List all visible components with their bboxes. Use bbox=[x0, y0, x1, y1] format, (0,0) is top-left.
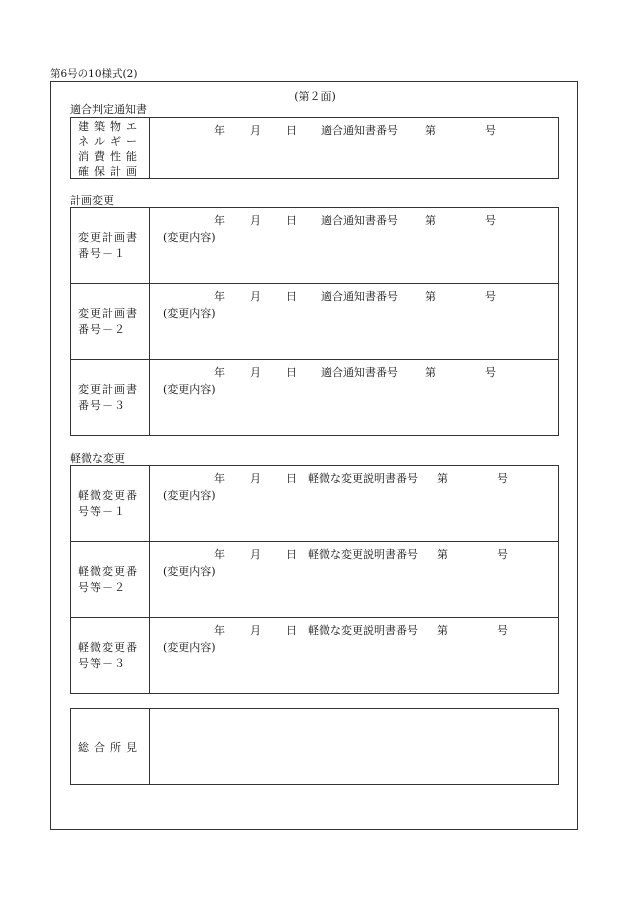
keikaku-dateline[interactable]: 年 月 日 適合通知書番号 第 号 bbox=[214, 290, 496, 303]
keibi-row bbox=[70, 541, 559, 618]
page-label: (第２面) bbox=[294, 90, 336, 103]
keibi-row-label: 軽微変更番 号等－１ bbox=[78, 488, 138, 518]
change-content-label: (変更内容) bbox=[163, 231, 216, 244]
keikaku-dateline[interactable]: 年 月 日 適合通知書番号 第 号 bbox=[214, 366, 496, 379]
keikaku-row bbox=[70, 207, 559, 284]
sogo-shoken-field[interactable] bbox=[151, 709, 558, 784]
keikaku-row-label: 変更計画書 番号－３ bbox=[78, 382, 138, 412]
change-content-label: (変更内容) bbox=[163, 489, 216, 502]
sogo-shoken-row bbox=[70, 708, 559, 785]
keibi-dateline[interactable]: 年 月 日 軽微な変更説明書番号 第 号 bbox=[214, 624, 508, 637]
keikaku-row-label: 変更計画書 番号－１ bbox=[78, 230, 138, 260]
tekigo-dateline[interactable]: 年 月 日 適合通知書番号 第 号 bbox=[214, 124, 496, 137]
keibi-row-label: 軽微変更番 号等－３ bbox=[78, 640, 138, 670]
tekigo-row bbox=[70, 117, 559, 179]
keibi-dateline[interactable]: 年 月 日 軽微な変更説明書番号 第 号 bbox=[214, 548, 508, 561]
keibi-row-label: 軽微変更番 号等－２ bbox=[78, 564, 138, 594]
section-heading-keikaku: 計画変更 bbox=[70, 194, 114, 207]
keikaku-dateline[interactable]: 年 月 日 適合通知書番号 第 号 bbox=[214, 214, 496, 227]
tekigo-label-cell bbox=[71, 118, 150, 178]
form-id: 第6号の10様式(2) bbox=[50, 68, 138, 80]
keikaku-row bbox=[70, 359, 559, 436]
tekigo-label: 建築物エ ネルギー 消費性能 確保計画 bbox=[78, 120, 142, 178]
keikaku-row bbox=[70, 283, 559, 360]
keibi-dateline[interactable]: 年 月 日 軽微な変更説明書番号 第 号 bbox=[214, 472, 508, 485]
change-content-label: (変更内容) bbox=[163, 307, 216, 320]
change-content-label: (変更内容) bbox=[163, 383, 216, 396]
section-heading-keibi: 軽微な変更 bbox=[70, 452, 125, 465]
sogo-shoken-label: 総合所見 bbox=[78, 740, 142, 754]
keibi-row bbox=[70, 465, 559, 542]
change-content-label: (変更内容) bbox=[163, 565, 216, 578]
keikaku-row-label: 変更計画書 番号－２ bbox=[78, 306, 138, 336]
change-content-label: (変更内容) bbox=[163, 641, 216, 654]
section-heading-tekigo: 適合判定通知書 bbox=[70, 103, 147, 116]
keibi-row bbox=[70, 617, 559, 694]
